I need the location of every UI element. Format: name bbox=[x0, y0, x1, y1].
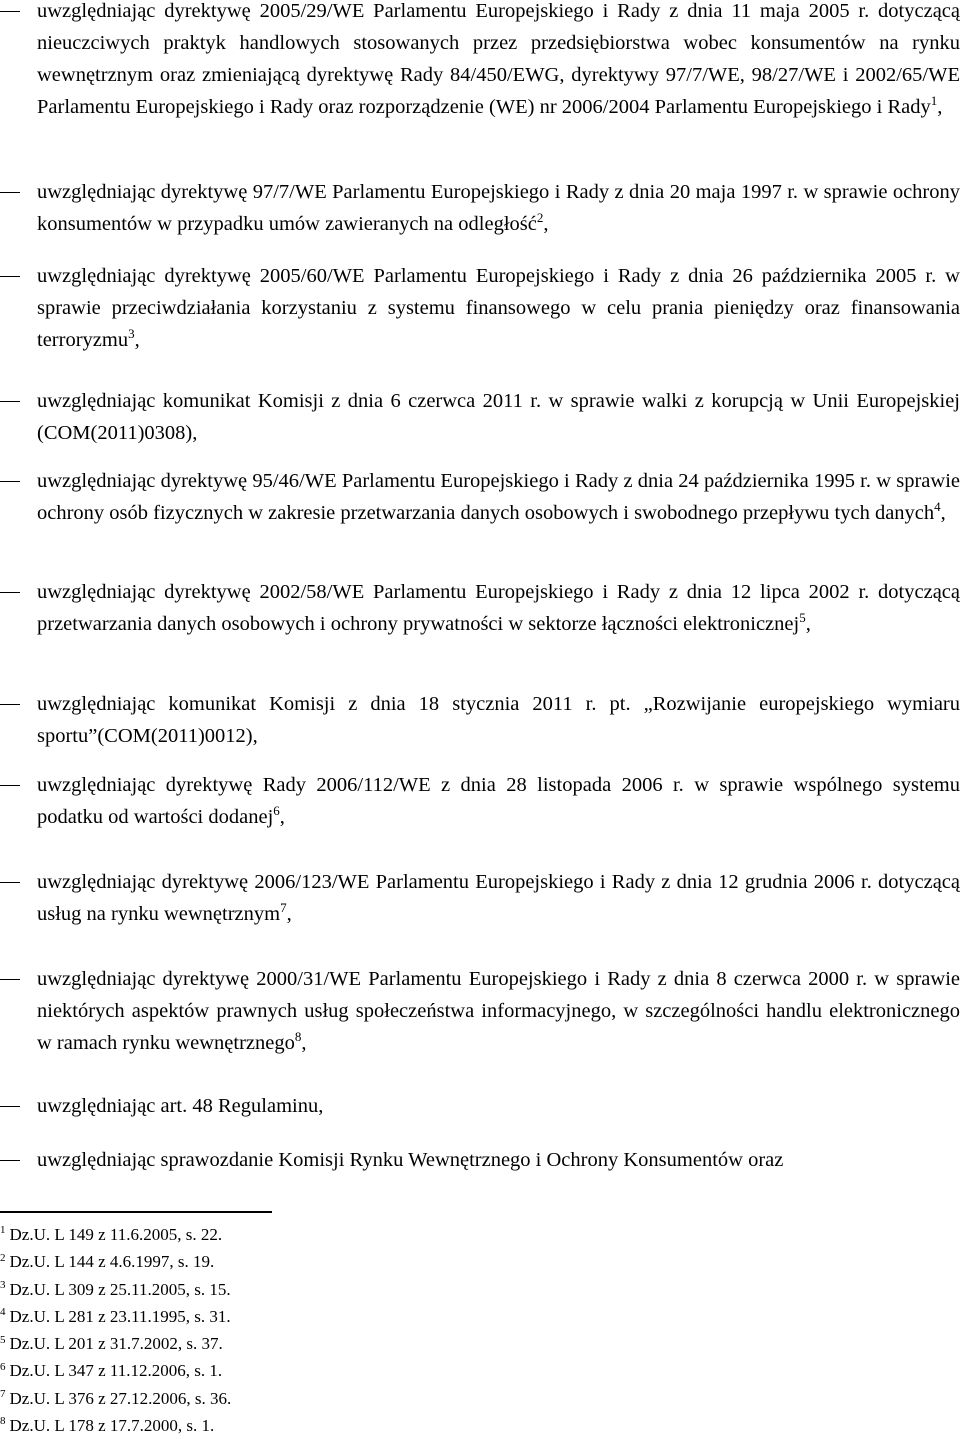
recital-item bbox=[0, 0, 960, 123]
footnote-text: Dz.U. L 309 z 25.11.2005, s. 15. bbox=[9, 1279, 231, 1299]
recital-item bbox=[0, 866, 960, 930]
recital-item bbox=[0, 576, 960, 640]
recital-text: uwzględniając dyrektywę 2005/60/WE Parlamentu Europejskiego i Rady z dnia 26 października 2005 r. w sprawie przeciwdziałania korzystaniu z systemu finansowego w celu prania pieniędzy oraz finansowania terroryzmu bbox=[37, 265, 960, 351]
footnote bbox=[0, 1303, 500, 1330]
recital-punctuation: , bbox=[301, 1032, 307, 1054]
footnote-number: 1 bbox=[0, 1224, 6, 1237]
footnote-separator bbox=[0, 1211, 272, 1213]
recital-item bbox=[0, 1144, 960, 1176]
recital-punctuation: , bbox=[543, 213, 549, 235]
recital-item bbox=[0, 688, 960, 752]
recital-text: uwzględniając dyrektywę 2005/29/WE Parlamentu Europejskiego i Rady z dnia 11 maja 2005 r. dotyczącą nieuczciwych praktyk handlowych stosowanych przez przedsiębiorstwa wobec konsumentów na rynku wewnętrznym oraz zmieniającą dyrektywę Rady 84/450/EWG, dyrektywy 97/7/WE, 98/27/WE i 2002/65/WE Parlamentu Europejskiego i Rady oraz rozporządzenie (WE) nr 2006/2004 Parlamentu Europejskiego i Rady bbox=[37, 0, 960, 118]
footnote-reference: 6 bbox=[273, 803, 280, 819]
recital-text: uwzględniając dyrektywę 97/7/WE Parlamentu Europejskiego i Rady z dnia 20 maja 1997 r. w sprawie ochrony konsumentów w przypadku umów zawieranych na odległość bbox=[37, 181, 960, 235]
footnote-number: 8 bbox=[0, 1415, 6, 1428]
footnote-text: Dz.U. L 347 z 11.12.2006, s. 1. bbox=[9, 1361, 223, 1381]
footnote-reference: 5 bbox=[799, 610, 806, 626]
list-dash bbox=[0, 481, 20, 482]
recital-punctuation: , bbox=[805, 613, 811, 635]
footnote-text: Dz.U. L 149 z 11.6.2005, s. 22. bbox=[9, 1225, 223, 1244]
list-dash bbox=[0, 276, 20, 277]
footnote bbox=[0, 1276, 500, 1303]
footnote bbox=[0, 1385, 500, 1412]
recital-text: uwzględniając dyrektywę 2002/58/WE Parlamentu Europejskiego i Rady z dnia 12 lipca 2002 r. dotyczącą przetwarzania danych osobowych i ochrony prywatności w sektorze łączności elektronicznej bbox=[37, 581, 960, 635]
recital-text: uwzględniając sprawozdanie Komisji Rynku Wewnętrznego i Ochrony Konsumentów oraz bbox=[37, 1149, 784, 1171]
recital-text: uwzględniając dyrektywę 95/46/WE Parlamentu Europejskiego i Rady z dnia 24 października 1995 r. w sprawie ochrony osób fizycznych w zakresie przetwarzania danych osobowych i swobodnego przepływu tych danych bbox=[37, 470, 960, 524]
list-dash bbox=[0, 11, 20, 12]
footnote-number: 3 bbox=[0, 1278, 6, 1291]
footnote-reference: 4 bbox=[934, 499, 941, 515]
footnote bbox=[0, 1412, 500, 1439]
footnote-text: Dz.U. L 201 z 31.7.2002, s. 37. bbox=[9, 1334, 223, 1354]
footnote bbox=[0, 1248, 500, 1275]
footnote-text: Dz.U. L 144 z 4.6.1997, s. 19. bbox=[9, 1252, 215, 1272]
recital-text: uwzględniając dyrektywę Rady 2006/112/WE z dnia 28 listopada 2006 r. w sprawie wspólnego systemu podatku od wartości dodanej bbox=[37, 774, 960, 828]
footnote-reference: 2 bbox=[536, 210, 544, 226]
recital-item bbox=[0, 1090, 960, 1122]
footnote bbox=[0, 1330, 500, 1357]
recital-item bbox=[0, 963, 960, 1059]
footnote-number: 6 bbox=[0, 1360, 6, 1373]
recital-punctuation: , bbox=[134, 329, 140, 351]
footnotes-list bbox=[0, 1221, 500, 1439]
footnote-reference: 1 bbox=[930, 93, 938, 109]
recital-text: uwzględniając art. 48 Regulaminu, bbox=[37, 1095, 324, 1117]
recital-item bbox=[0, 260, 960, 356]
list-dash bbox=[0, 785, 20, 786]
list-dash bbox=[0, 1160, 20, 1161]
list-dash bbox=[0, 882, 20, 883]
recital-item bbox=[0, 385, 960, 449]
footnote-text: Dz.U. L 376 z 27.12.2006, s. 36. bbox=[9, 1388, 232, 1408]
footnote-text: Dz.U. L 178 z 17.7.2000, s. 1. bbox=[9, 1416, 215, 1436]
recital-punctuation: , bbox=[937, 96, 943, 118]
recital-punctuation: , bbox=[286, 903, 292, 925]
list-dash bbox=[0, 979, 20, 980]
recital-text: uwzględniając dyrektywę 2000/31/WE Parlamentu Europejskiego i Rady z dnia 8 czerwca 2000 r. w sprawie niektórych aspektów prawnych usług społeczeństwa informacyjnego, w szczególności handlu elektronicznego w ramach rynku wewnętrznego bbox=[37, 968, 960, 1054]
footnote-number: 7 bbox=[0, 1388, 6, 1401]
list-dash bbox=[0, 704, 20, 705]
footnote-text: Dz.U. L 281 z 23.11.1995, s. 31. bbox=[9, 1306, 231, 1326]
footnote bbox=[0, 1221, 500, 1248]
list-dash bbox=[0, 592, 20, 593]
recital-item bbox=[0, 465, 960, 529]
list-dash bbox=[0, 401, 20, 402]
footnote-number: 5 bbox=[0, 1333, 6, 1346]
footnote-reference: 3 bbox=[128, 326, 135, 342]
list-dash bbox=[0, 1106, 20, 1107]
recital-text: uwzględniając komunikat Komisji z dnia 18 stycznia 2011 r. pt. „Rozwijanie europejskiego wymiaru sportu”(COM(2011)0012), bbox=[37, 693, 960, 747]
recital-item bbox=[0, 769, 960, 833]
recital-punctuation: , bbox=[279, 806, 285, 828]
footnote-reference: 7 bbox=[280, 900, 287, 916]
list-dash bbox=[0, 192, 20, 193]
recital-text: uwzględniając dyrektywę 2006/123/WE Parlamentu Europejskiego i Rady z dnia 12 grudnia 2006 r. dotyczącą usług na rynku wewnętrznym bbox=[37, 871, 960, 925]
footnote-number: 2 bbox=[0, 1251, 6, 1264]
footnote-number: 4 bbox=[0, 1306, 6, 1319]
footnote-reference: 8 bbox=[294, 1029, 302, 1045]
recital-text: uwzględniając komunikat Komisji z dnia 6 czerwca 2011 r. w sprawie walki z korupcją w Unii Europejskiej (COM(2011)0308), bbox=[37, 390, 960, 444]
footnote bbox=[0, 1357, 500, 1384]
recital-punctuation: , bbox=[940, 502, 946, 524]
recital-item bbox=[0, 176, 960, 240]
